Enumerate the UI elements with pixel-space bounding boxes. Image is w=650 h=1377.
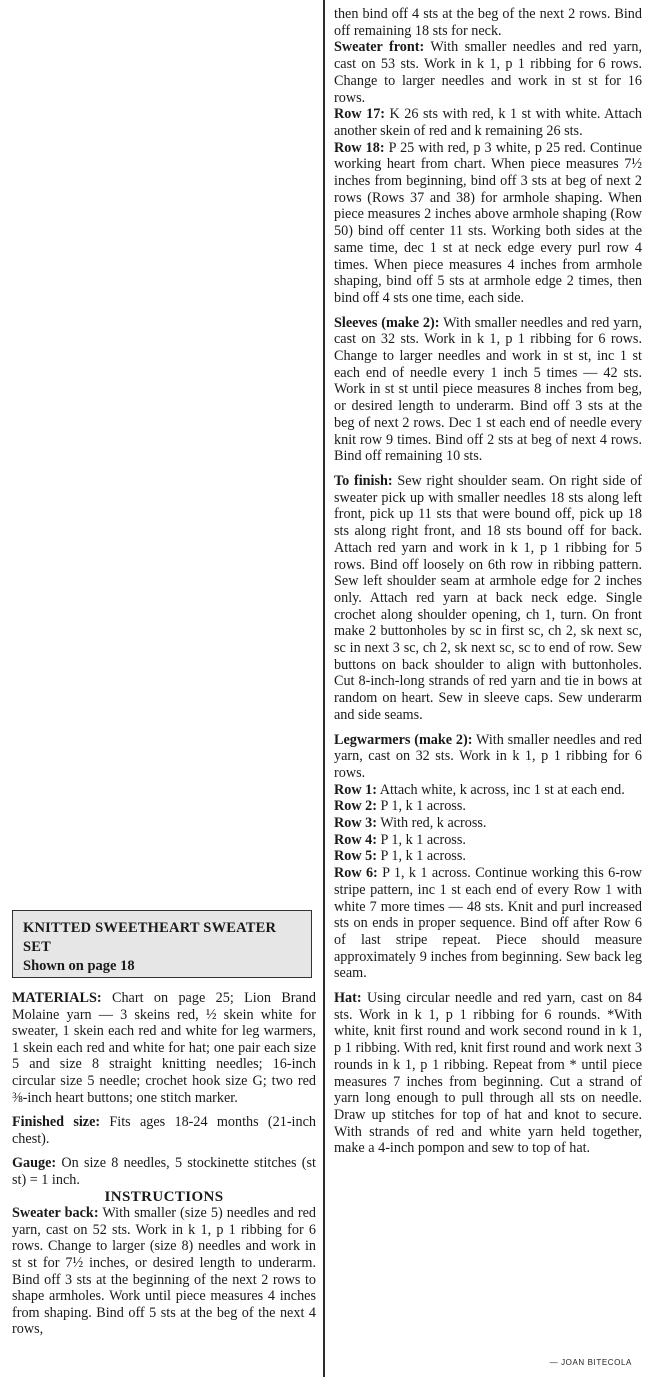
legwarmers-text: With smaller needles and red yarn, cast on 32 sts. Work in k 1, p 1 ribbing for 6 rows. — [334, 731, 642, 781]
sweater-front-label: Sweater front: — [334, 39, 425, 56]
to-finish-label: To finish: — [334, 472, 393, 489]
legwarmer-row-6-text: P 1, k 1 across. Continue working this 6-row stripe pattern, inc 1 st each end of every Row 1 with white 7 more times — 48 sts. Knit and purl increased sts on ends in proper sequence. Bind off after Row 6 of last stripe repeat. Piece should measure approximately 9 inches from beginning. Sew back leg seam. — [334, 865, 642, 982]
to-finish-text: Sew right shoulder seam. On right side of sweater pick up with smaller needles 18 sts along left front, pick up 11 sts that were bound off, pick up 18 sts along right front, and 18 sts bound off for back. Attach red yarn and work in k 1, p 1 ribbing for 5 rows. Bind off loosely on 6th row in ribbing pattern. Sew left shoulder seam at armhole edge for 2 inches only. Attach red yarn at back neck edge. Single crochet along shoulder opening, ch 1, turn. On front make 2 buttonholes by sc in first sc, ch 2, sk next sc, sc in next 3 sc, ch 2, sk next sc, sc to end of row. Sew buttons on back shoulder to align with buttonholes. Cut 8-inch-long strands of red yarn and tie in bows at random on heart. Sew in sleeve caps. Sew underarm and side seams. — [334, 472, 643, 723]
legwarmer-row-6-label: Row 6: — [334, 865, 378, 882]
left-column — [8, 0, 320, 1377]
gauge-paragraph — [12, 1155, 316, 1188]
sweater-front-text: With smaller needles and red yarn, cast on 53 sts. Work in k 1, p 1 ribbing for 6 rows. Change to larger needles and work in st st for 16 rows. — [334, 39, 642, 106]
legwarmer-row-3-label: Row 3: — [334, 815, 377, 832]
pattern-title-box — [12, 910, 312, 978]
column-divider — [323, 0, 325, 1377]
left-column-text — [12, 990, 316, 1338]
gauge-text: On size 8 needles, 5 stockinette stitches (st st) = 1 inch. — [12, 1155, 316, 1188]
sleeves-paragraph — [334, 315, 642, 465]
author-credit: — JOAN BITECOLA — [549, 1358, 632, 1367]
legwarmer-row-4-text: P 1, k 1 across. — [376, 831, 466, 848]
hat-label: Hat: — [334, 990, 362, 1007]
row-18-text: P 25 with red, p 3 white, p 25 red. Continue working heart from chart. When piece measures 7½ inches from beginning, bind off 3 sts at beg of next 2 rows (Rows 37 and 38) for armhole shaping. When piece measures 2 inches above armhole shaping (Row 50) bind off center 11 sts. Working both sides at the same time, dec 1 st at neck edge every purl row 4 times. When piece measures 4 inches from armhole shaping, bind off 5 sts at armhole edge 2 times, then bind off 4 sts one time, each side. — [334, 139, 643, 306]
finished-size-text: Fits ages 18-24 months (21-inch chest). — [12, 1114, 316, 1147]
row-18-paragraph — [334, 140, 642, 307]
blank-image-area — [8, 0, 320, 900]
legwarmers-label: Legwarmers (make 2): — [334, 731, 473, 748]
row-17-paragraph — [334, 106, 642, 139]
legwarmer-row-4-label: Row 4: — [334, 831, 377, 848]
row-18-label: Row 18: — [334, 139, 385, 156]
legwarmer-row-4 — [334, 832, 642, 849]
sweater-back-text: With smaller (size 5) needles and red yarn, cast on 52 sts. Work in k 1, p 1 ribbing for 6 rows. Change to larger (size 8) needles and work in st st for 7½ inches, or desired length to underarm. Bind off 3 sts at the beginning of the next 2 rows to shape armholes. Work until piece measures 4 inches from shaping. Bind off 5 sts at the beg of the next 4 rows, — [12, 1205, 316, 1338]
right-column-text — [334, 6, 642, 1157]
to-finish-paragraph — [334, 473, 642, 724]
materials-paragraph — [12, 990, 316, 1106]
hat-text: Using circular needle and red yarn, cast on 84 sts. Work in k 1, p 1 ribbing for 6 rounds. *With white, knit first round and work second round in k 1, p 1 ribbing. With red, knit first round and work next 3 rounds in k 1, p 1 ribbing. Repeat from * until piece measures 7 inches from beginning. Cut a strand of yarn long enough to pull through all sts on needle. Draw up stitches for top of hat and knot to secure. With strands of red and white yarn held together, make a 4-inch pompon and sew to top of hat. — [334, 990, 642, 1157]
legwarmer-row-2-label: Row 2: — [334, 798, 377, 815]
pattern-subtitle: Shown on page 18 — [23, 958, 135, 974]
sleeves-label: Sleeves (make 2): — [334, 314, 440, 331]
pattern-title: KNITTED SWEETHEART SWEATER SET — [23, 920, 277, 955]
sweater-back-label: Sweater back: — [12, 1205, 99, 1222]
sweater-back-paragraph — [12, 1205, 316, 1338]
legwarmer-row-5-label: Row 5: — [334, 848, 377, 865]
materials-label: MATERIALS: — [12, 990, 102, 1006]
legwarmer-row-5 — [334, 848, 642, 865]
row-17-text: K 26 sts with red, k 1 st with white. Attach another skein of red and k remaining 26 sts. — [334, 106, 642, 139]
sweater-front-paragraph — [334, 39, 642, 106]
hat-paragraph — [334, 990, 642, 1157]
materials-text: Chart on page 25; Lion Brand Molaine yarn — 3 skeins red, ½ skein white for sweater, 1 skein each red and white for leg warmers, 1 skein each red and white for hat; one pair each size 5 and size 8 straight knitting needles; 16-inch circular size 5 needle; crochet hook size G; two red ⅜-inch heart buttons; one stitch marker. — [12, 990, 316, 1106]
legwarmer-row-2 — [334, 798, 642, 815]
gauge-label: Gauge: — [12, 1155, 57, 1172]
finished-size-paragraph — [12, 1114, 316, 1147]
legwarmers-paragraph — [334, 732, 642, 782]
finished-size-label: Finished size: — [12, 1114, 101, 1131]
legwarmer-row-3-text: With red, k across. — [376, 815, 487, 832]
legwarmer-row-1-text: Attach white, k across, inc 1 st at each end. — [376, 781, 625, 798]
instructions-heading: INSTRUCTIONS — [104, 1188, 224, 1205]
sleeves-text: With smaller needles and red yarn, cast on 32 sts. Work in k 1, p 1 ribbing for 6 rows. Change to larger needles and work in st st, inc 1 st each end of needle every 1 inch 5 times — 42 sts. Work in st st until piece measures 8 inches from beg, or desired length to underarm. Bind off 3 sts at the beg of next 2 rows. Dec 1 st each end of needle every knit row 9 times. Bind off 2 sts at beg of next 4 rows. Bind off remaining 10 sts. — [334, 314, 642, 465]
legwarmer-row-1-label: Row 1: — [334, 781, 377, 798]
legwarmer-row-5-text: P 1, k 1 across. — [376, 848, 466, 865]
legwarmer-row-3 — [334, 815, 642, 832]
legwarmer-row-1 — [334, 782, 642, 799]
legwarmer-row-6 — [334, 865, 642, 982]
sweater-back-continued: then bind off 4 sts at the beg of the next 2 rows. Bind off remaining 18 sts for neck. — [334, 6, 642, 39]
row-17-label: Row 17: — [334, 106, 386, 123]
legwarmer-row-2-text: P 1, k 1 across. — [376, 798, 466, 815]
